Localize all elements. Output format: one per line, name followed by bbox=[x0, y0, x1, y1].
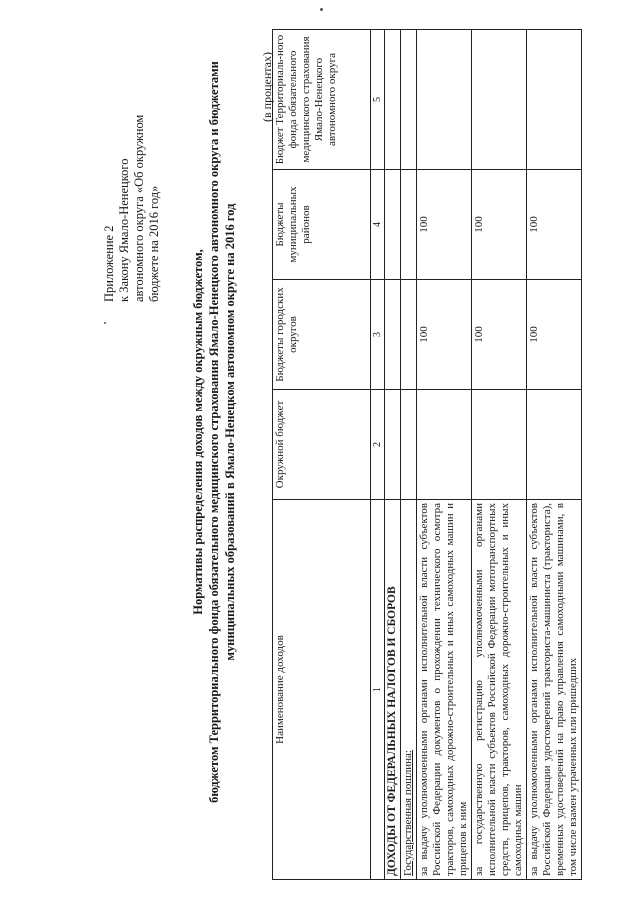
district-value: 100 bbox=[472, 170, 527, 280]
subsection-title: Государственная пошлина: bbox=[401, 500, 417, 880]
table-row bbox=[527, 30, 582, 880]
scan-dot bbox=[320, 8, 323, 11]
fund-value bbox=[472, 30, 527, 170]
appendix-line: к Закону Ямало-Ненецкого bbox=[117, 158, 131, 302]
distribution-table bbox=[272, 29, 582, 880]
table-row bbox=[472, 30, 527, 880]
section-title: ДОХОДЫ ОТ ФЕДЕРАЛЬНЫХ НАЛОГОВ И СБОРОВ bbox=[385, 500, 401, 880]
header-okrug: Окружной бюджет bbox=[273, 390, 371, 500]
row-name: за государственную регистрацию уполномоченными органами исполнительной власти субъектов Российской Федерации мототранспортных средств, прицепов, тракторов, самоходных дорожно-строительных и иных самоходных машин bbox=[472, 500, 527, 880]
rotated-page bbox=[20, 12, 620, 892]
appendix-line: Приложение 2 bbox=[102, 225, 116, 302]
section-row bbox=[385, 30, 401, 880]
row-name: за выдачу уполномоченными органами исполнительной власти субъектов Российской Федерации удостоверений тракториста-машиниста (тракториста), временных удостоверений на право управления самоходными машинами, в том числе взамен утраченных или пришедших bbox=[527, 500, 582, 880]
row-name: за выдачу уполномоченными органами исполнительной власти субъектов Российской Федерации документов о прохождении технического осмотра тракторов, самоходных дорожно-строительных и иных самоходных машин и прицепов к ним bbox=[417, 500, 472, 880]
header-fund: Бюджет Территориаль-ного фонда обязательного медицинского страхования Ямало-Ненецкого автономного округа bbox=[273, 30, 371, 170]
appendix-header bbox=[102, 22, 162, 302]
column-number-row bbox=[371, 30, 385, 880]
district-value: 100 bbox=[527, 170, 582, 280]
header-city: Бюджеты городских округов bbox=[273, 280, 371, 390]
column-number: 4 bbox=[371, 170, 385, 280]
column-number: 3 bbox=[371, 280, 385, 390]
city-value: 100 bbox=[417, 280, 472, 390]
header-district: Бюджеты муниципальных районов bbox=[273, 170, 371, 280]
subsection-row bbox=[401, 30, 417, 880]
city-value: 100 bbox=[527, 280, 582, 390]
unit-label: (в процентах) bbox=[260, 52, 274, 122]
title-line: муниципальных образований в Ямало-Ненецком автономном округе на 2016 год bbox=[223, 203, 237, 661]
city-value: 100 bbox=[472, 280, 527, 390]
fund-value bbox=[527, 30, 582, 170]
okrug-value bbox=[417, 390, 472, 500]
fund-value bbox=[417, 30, 472, 170]
okrug-value bbox=[527, 390, 582, 500]
title-line: бюджетом Территориального фонда обязательного медицинского страхования Ямало-Ненецкого автономного округа и бюджетами bbox=[207, 61, 221, 803]
appendix-line: бюджете на 2016 год» bbox=[147, 185, 161, 302]
title-line: Нормативы распределения доходов между окружным бюджетом, bbox=[191, 249, 205, 615]
appendix-line: автономного округа «Об окружном bbox=[132, 114, 146, 302]
table-header-row bbox=[273, 30, 371, 880]
column-number: 1 bbox=[371, 500, 385, 880]
document-title bbox=[190, 32, 238, 832]
column-number: 2 bbox=[371, 390, 385, 500]
okrug-value bbox=[472, 390, 527, 500]
table-row bbox=[417, 30, 472, 880]
district-value: 100 bbox=[417, 170, 472, 280]
column-number: 5 bbox=[371, 30, 385, 170]
header-name: Наименование доходов bbox=[273, 500, 371, 880]
